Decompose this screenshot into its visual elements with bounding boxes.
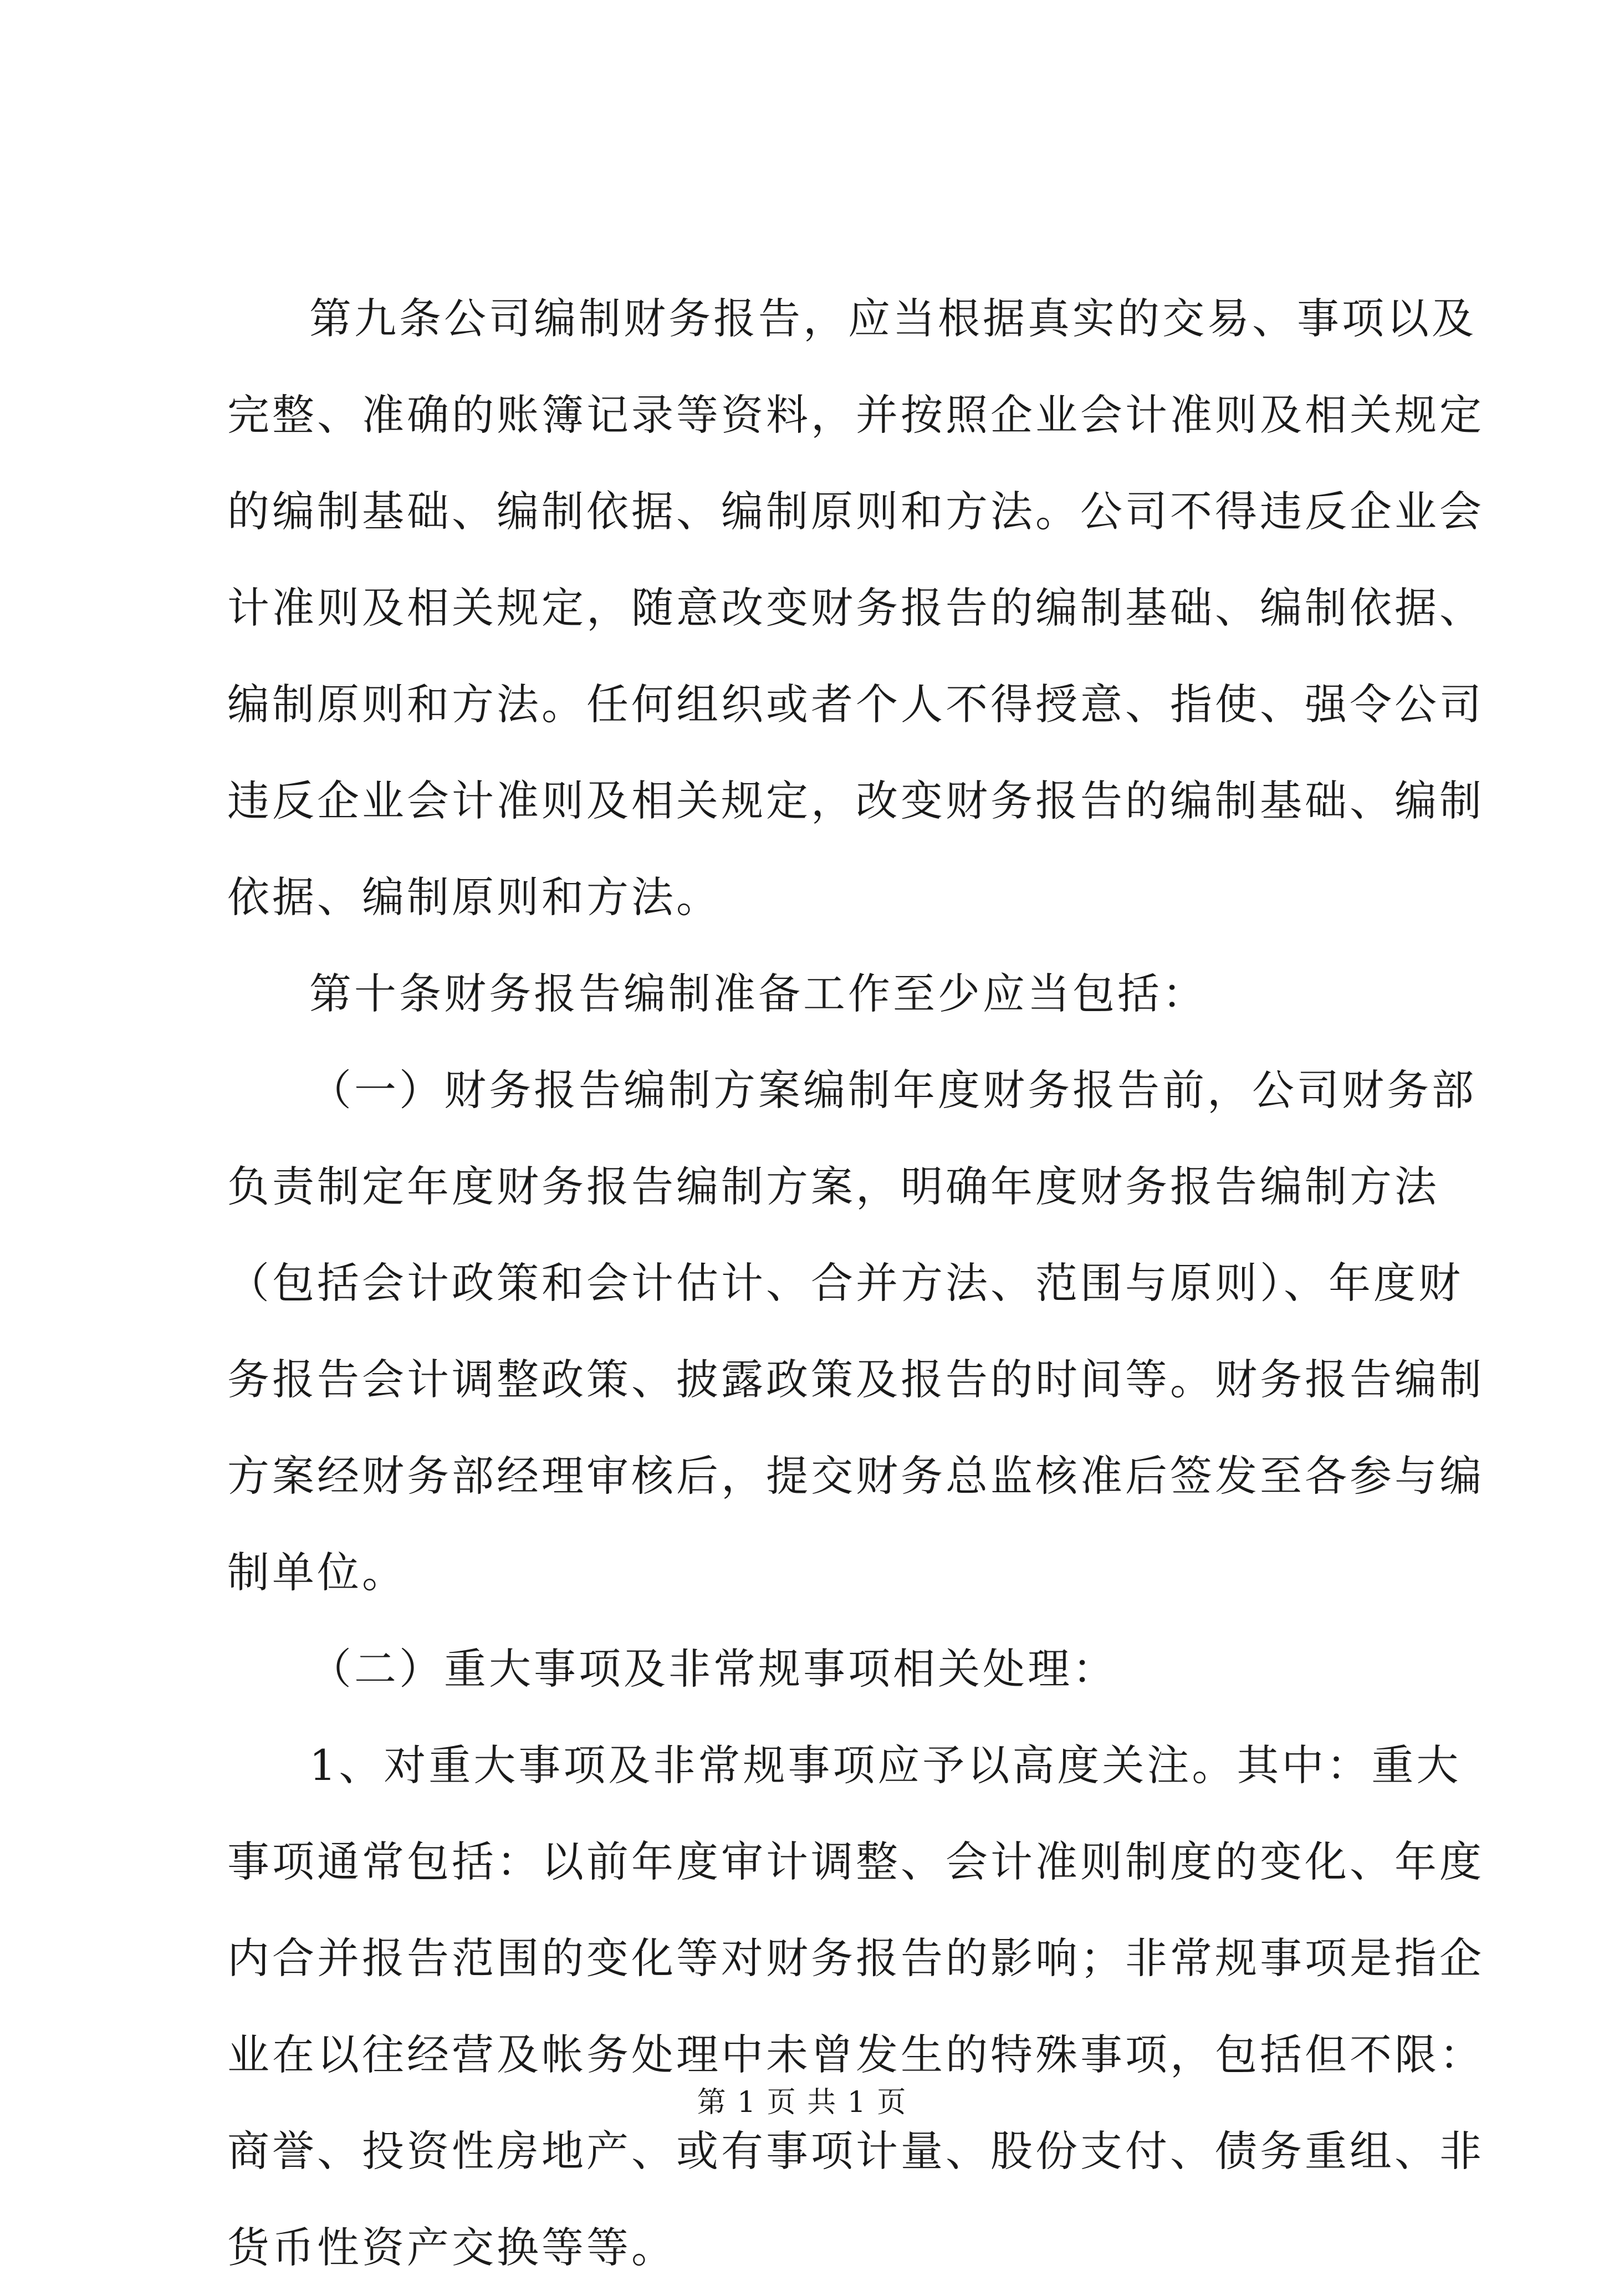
text-line: 内合并报告范围的变化等对财务报告的影响；非常规事项是指企 <box>227 1933 1484 1983</box>
text-line: 方案经财务部经理审核后，提交财务总监核准后签发至各参与编 <box>227 1451 1484 1501</box>
text-line: 1、对重大事项及非常规事项应予以高度关注。其中：重大 <box>309 1741 1462 1790</box>
document-body <box>227 271 1484 2296</box>
page-number: 第 1 页 共 1 页 <box>697 2086 907 2119</box>
text-line: 负责制定年度财务报告编制方案，明确年度财务报告编制方法 <box>227 1162 1439 1211</box>
text-line: 完整、准确的账簿记录等资料，并按照企业会计准则及相关规定 <box>227 390 1484 440</box>
text-line: 业在以往经营及帐务处理中未曾发生的特殊事项，包括但不限： <box>227 2030 1484 2079</box>
text-line: 务报告会计调整政策、披露政策及报告的时间等。财务报告编制 <box>227 1355 1484 1404</box>
text-line: （包括会计政策和会计估计、合并方法、范围与原则）、年度财 <box>227 1258 1463 1308</box>
text-line: 的编制基础、编制依据、编制原则和方法。公司不得违反企业会 <box>227 487 1484 536</box>
page-footer <box>0 2083 1604 2122</box>
text-line: 计准则及相关规定，随意改变财务报告的编制基础、编制依据、 <box>227 583 1484 632</box>
text-line: 第九条公司编制财务报告，应当根据真实的交易、事项以及 <box>309 294 1477 343</box>
text-line: 第十条财务报告编制准备工作至少应当包括： <box>309 969 1207 1018</box>
text-line: 编制原则和方法。任何组织或者个人不得授意、指使、强令公司 <box>227 680 1484 729</box>
text-line: 依据、编制原则和方法。 <box>227 873 721 922</box>
text-line: （一）财务报告编制方案编制年度财务报告前，公司财务部 <box>309 1065 1477 1115</box>
text-line: 制单位。 <box>227 1548 407 1597</box>
text-line: 事项通常包括：以前年度审计调整、会计准则制度的变化、年度 <box>227 1837 1484 1886</box>
text-line: 货币性资产交换等等。 <box>227 2223 676 2272</box>
text-line: （二）重大事项及非常规事项相关处理： <box>309 1644 1117 1693</box>
text-line: 违反企业会计准则及相关规定，改变财务报告的编制基础、编制 <box>227 776 1484 825</box>
text-line: 商誉、投资性房地产、或有事项计量、股份支付、债务重组、非 <box>227 2126 1484 2176</box>
